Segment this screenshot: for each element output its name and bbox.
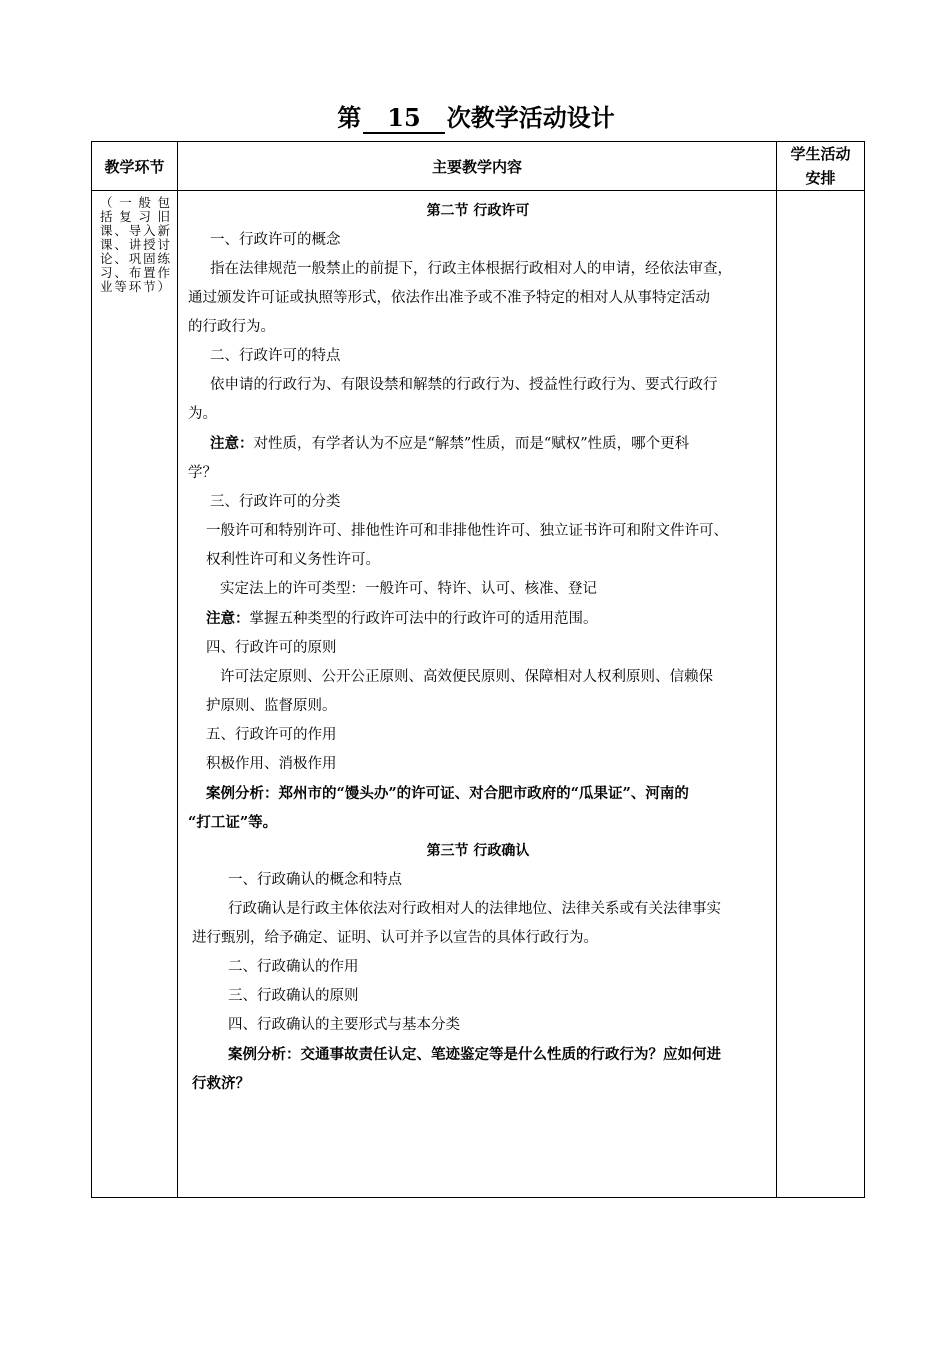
note-text: 对性质，有学者认为不应是“解禁”性质，而是“赋权”性质，哪个更科: [253, 436, 690, 452]
paragraph-line: 积极作用、消极作用: [206, 756, 337, 772]
subheading: 三、行政许可的分类: [210, 494, 341, 510]
note-text: 掌握五种类型的行政许可法中的行政许可的适用范围。: [249, 611, 598, 627]
paragraph-line: 依申请的行政行为、有限设禁和解禁的行政行为、授益性行政行为、要式行政行: [210, 377, 718, 393]
note-line: [188, 604, 768, 634]
header-student-activity-line2: 安排: [805, 169, 836, 187]
subheading: 一、行政确认的概念和特点: [228, 872, 402, 888]
title-suffix: 次教学活动设计: [446, 103, 615, 132]
section3-heading: 第三节 行政确认: [426, 843, 530, 859]
paragraph-line: 指在法律规范一般禁止的前提下，行政主体根据行政相对人的申请，经依法审查，: [210, 261, 732, 277]
header-student-activity: [777, 142, 865, 191]
case-analysis: “打工证”等。: [188, 814, 278, 831]
paragraph-line: 许可法定原则、公开公正原则、高效便民原则、保障相对人权利原则、信赖保: [220, 669, 713, 685]
note-line: 业等环节）: [100, 279, 170, 294]
note-line: 课、导入新: [100, 223, 170, 238]
header-main-content: 主要教学内容: [178, 142, 777, 191]
title-prefix: 第: [337, 103, 362, 132]
paragraph-line: 通过颁发许可证或执照等形式，依法作出准予或不准予特定的相对人从事特定活动: [188, 290, 710, 306]
note-line: 论、巩固练: [100, 251, 170, 266]
main-content-cell: [178, 191, 777, 1198]
note-line: 课、讲授讨: [100, 237, 170, 252]
case-analysis: 案例分析：郑州市的“馒头办”的许可证、对合肥市政府的“瓜果证”、河南的: [206, 785, 689, 802]
paragraph-line: 学？: [188, 465, 217, 481]
subheading: 一、行政许可的概念: [210, 232, 341, 248]
student-activity-cell: [777, 191, 865, 1198]
paragraph-line: 行政确认是行政主体依法对行政相对人的法律地位、法律关系或有关法律事实: [228, 901, 721, 917]
subheading: 五、行政许可的作用: [206, 727, 337, 743]
paragraph-line: 实定法上的许可类型：一般许可、特许、认可、核准、登记: [220, 581, 597, 597]
header-student-activity-line1: 学生活动: [790, 145, 851, 163]
note-line: 括复习旧: [100, 209, 170, 224]
paragraph-line: 一般许可和特别许可、排他性许可和非排他性许可、独立证书许可和附文件许可、: [206, 523, 728, 539]
paragraph-line: 的行政行为。: [188, 319, 275, 335]
header-teaching-stage: 教学环节: [92, 142, 178, 191]
section2-heading: 第二节 行政许可: [426, 203, 530, 219]
table-header-row: [92, 142, 865, 191]
subheading: 二、行政许可的特点: [210, 348, 341, 364]
paragraph-line: 为。: [188, 406, 217, 422]
lesson-plan-table: [91, 141, 865, 1198]
note-line: 习、布置作: [100, 265, 170, 280]
subheading: 三、行政确认的原则: [228, 988, 359, 1004]
paragraph-line: 进行甄别，给予确定、证明、认可并予以宣告的具体行政行为。: [192, 930, 598, 946]
subheading: 四、行政许可的原则: [206, 640, 337, 656]
page-title: [0, 100, 952, 136]
case-analysis: 案例分析：交通事故责任认定、笔迹鉴定等是什么性质的行政行为？应如何进: [228, 1046, 721, 1063]
note-label: 注意：: [210, 435, 254, 452]
session-number: 15: [363, 104, 444, 134]
note-line: （一般包: [100, 195, 170, 210]
note-label: 注意：: [206, 610, 250, 627]
subheading: 二、行政确认的作用: [228, 959, 359, 975]
teaching-stage-note: [92, 191, 177, 294]
case-analysis: 行救济？: [192, 1075, 250, 1092]
note-line: [188, 429, 768, 459]
subheading: 四、行政确认的主要形式与基本分类: [228, 1017, 460, 1033]
paragraph-line: 护原则、监督原则。: [206, 698, 337, 714]
paragraph-line: 权利性许可和义务性许可。: [206, 552, 380, 568]
teaching-stage-cell: [92, 191, 178, 1198]
main-content: [178, 191, 776, 1098]
table-body-row: [92, 191, 865, 1198]
